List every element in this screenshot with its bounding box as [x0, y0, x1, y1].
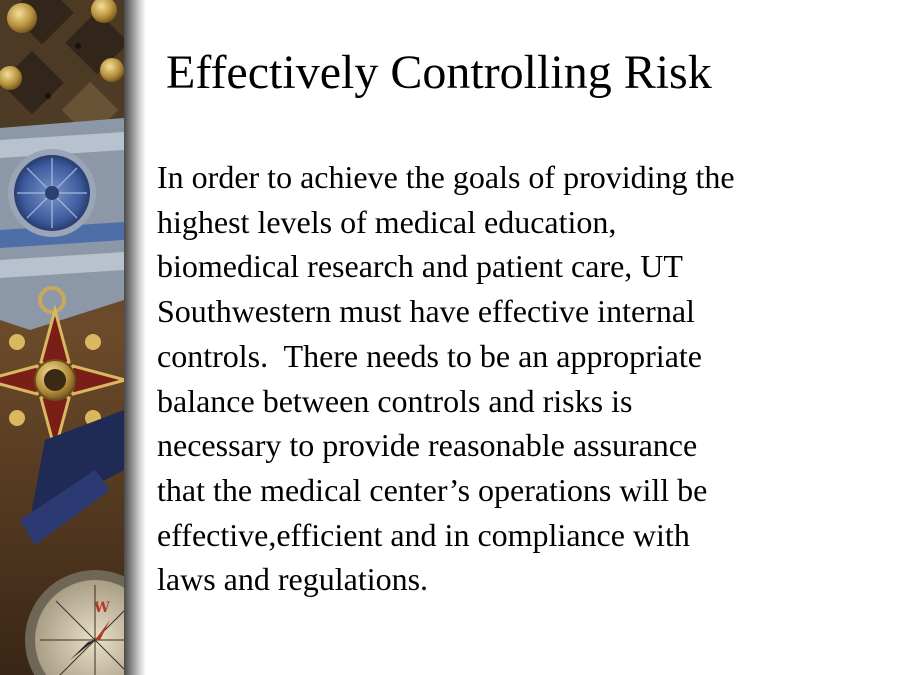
body-line: laws and regulations. — [157, 561, 429, 598]
body-line: effective,efficient and in compliance with — [157, 516, 690, 553]
decorative-medal-photo — [0, 0, 124, 675]
body-line: Southwestern must have effective internal — [157, 293, 695, 330]
body-line: In order to achieve the goals of providing the — [157, 159, 735, 195]
body-line: balance between controls and risks is — [157, 382, 633, 419]
slide-title: Effectively Controlling Risk — [166, 46, 712, 99]
body-line: that the medical center’s operations will be — [157, 471, 708, 508]
body-line: controls. There needs to be an appropriate — [157, 337, 702, 374]
slide-body — [157, 155, 857, 602]
body-line: highest levels of medical education, — [157, 203, 617, 240]
side-image-shadow — [124, 0, 146, 675]
body-line: biomedical research and patient care, UT — [157, 248, 683, 285]
body-line: necessary to provide reasonable assurance — [157, 427, 698, 464]
compass-letter-w: W — [94, 600, 110, 616]
